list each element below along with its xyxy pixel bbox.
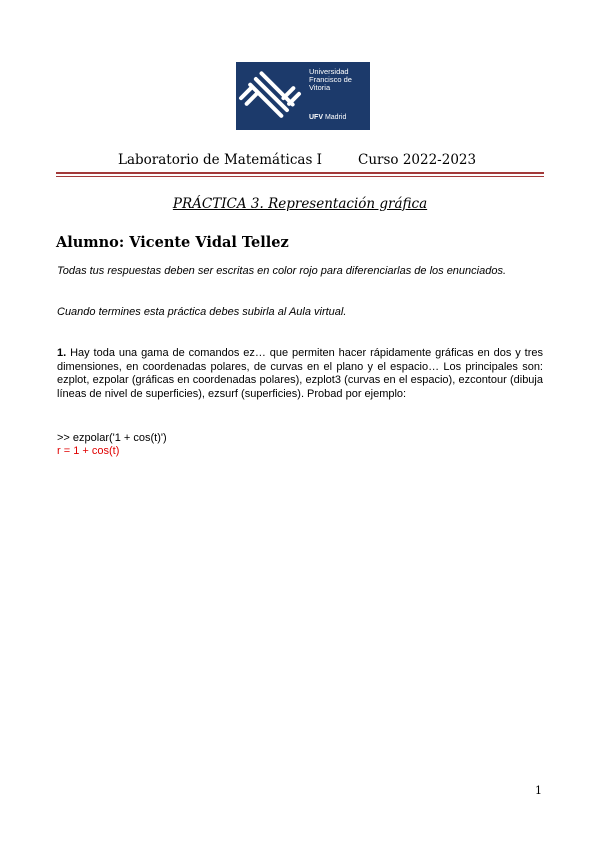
question-number: 1.	[57, 347, 67, 359]
header-divider-thin	[56, 176, 544, 177]
question-1	[57, 347, 543, 401]
student-name: Alumno: Vicente Vidal Tellez	[56, 234, 289, 251]
logo-campus-city: Madrid	[324, 114, 347, 121]
code-answer: r = 1 + cos(t)	[57, 445, 120, 457]
logo-line: Francisco de	[309, 75, 352, 84]
code-command: >> ezpolar('1 + cos(t)')	[57, 432, 167, 444]
university-logo	[236, 62, 370, 130]
practice-title: PRÁCTICA 3. Representación gráfica	[172, 196, 428, 212]
logo-line: Vitoria	[309, 83, 331, 92]
instruction-note: Todas tus respuestas deben ser escritas en color rojo para diferenciarlas de los enunciados.	[57, 265, 507, 277]
logo-university-name	[309, 68, 352, 92]
question-text: Hay toda una gama de comandos ez… que permiten hacer rápidamente gráficas en dos y tres dimensiones, en coordenadas polares, de curvas en el plano y el espacio… Los principales son: ezplot, ezpolar (gráficas en coordenadas polares), ezplot3 (curvas en el espacio), ezcontour (dibuja líneas de nivel de superficies), ezsurf (superficies). Probad por ejemplo:	[57, 347, 543, 400]
logo-campus-abbr: UFV	[309, 114, 323, 121]
logo-campus	[309, 114, 346, 121]
instruction-note: Cuando termines esta práctica debes subirla al Aula virtual.	[57, 306, 347, 318]
course-name: Laboratorio de Matemáticas I	[118, 152, 322, 168]
course-year: Curso 2022-2023	[358, 152, 477, 168]
page-number: 1	[535, 784, 542, 797]
ufv-emblem-icon	[236, 62, 304, 130]
header-divider	[56, 172, 544, 174]
course-header	[118, 152, 476, 168]
logo-line: Universidad	[309, 67, 349, 76]
